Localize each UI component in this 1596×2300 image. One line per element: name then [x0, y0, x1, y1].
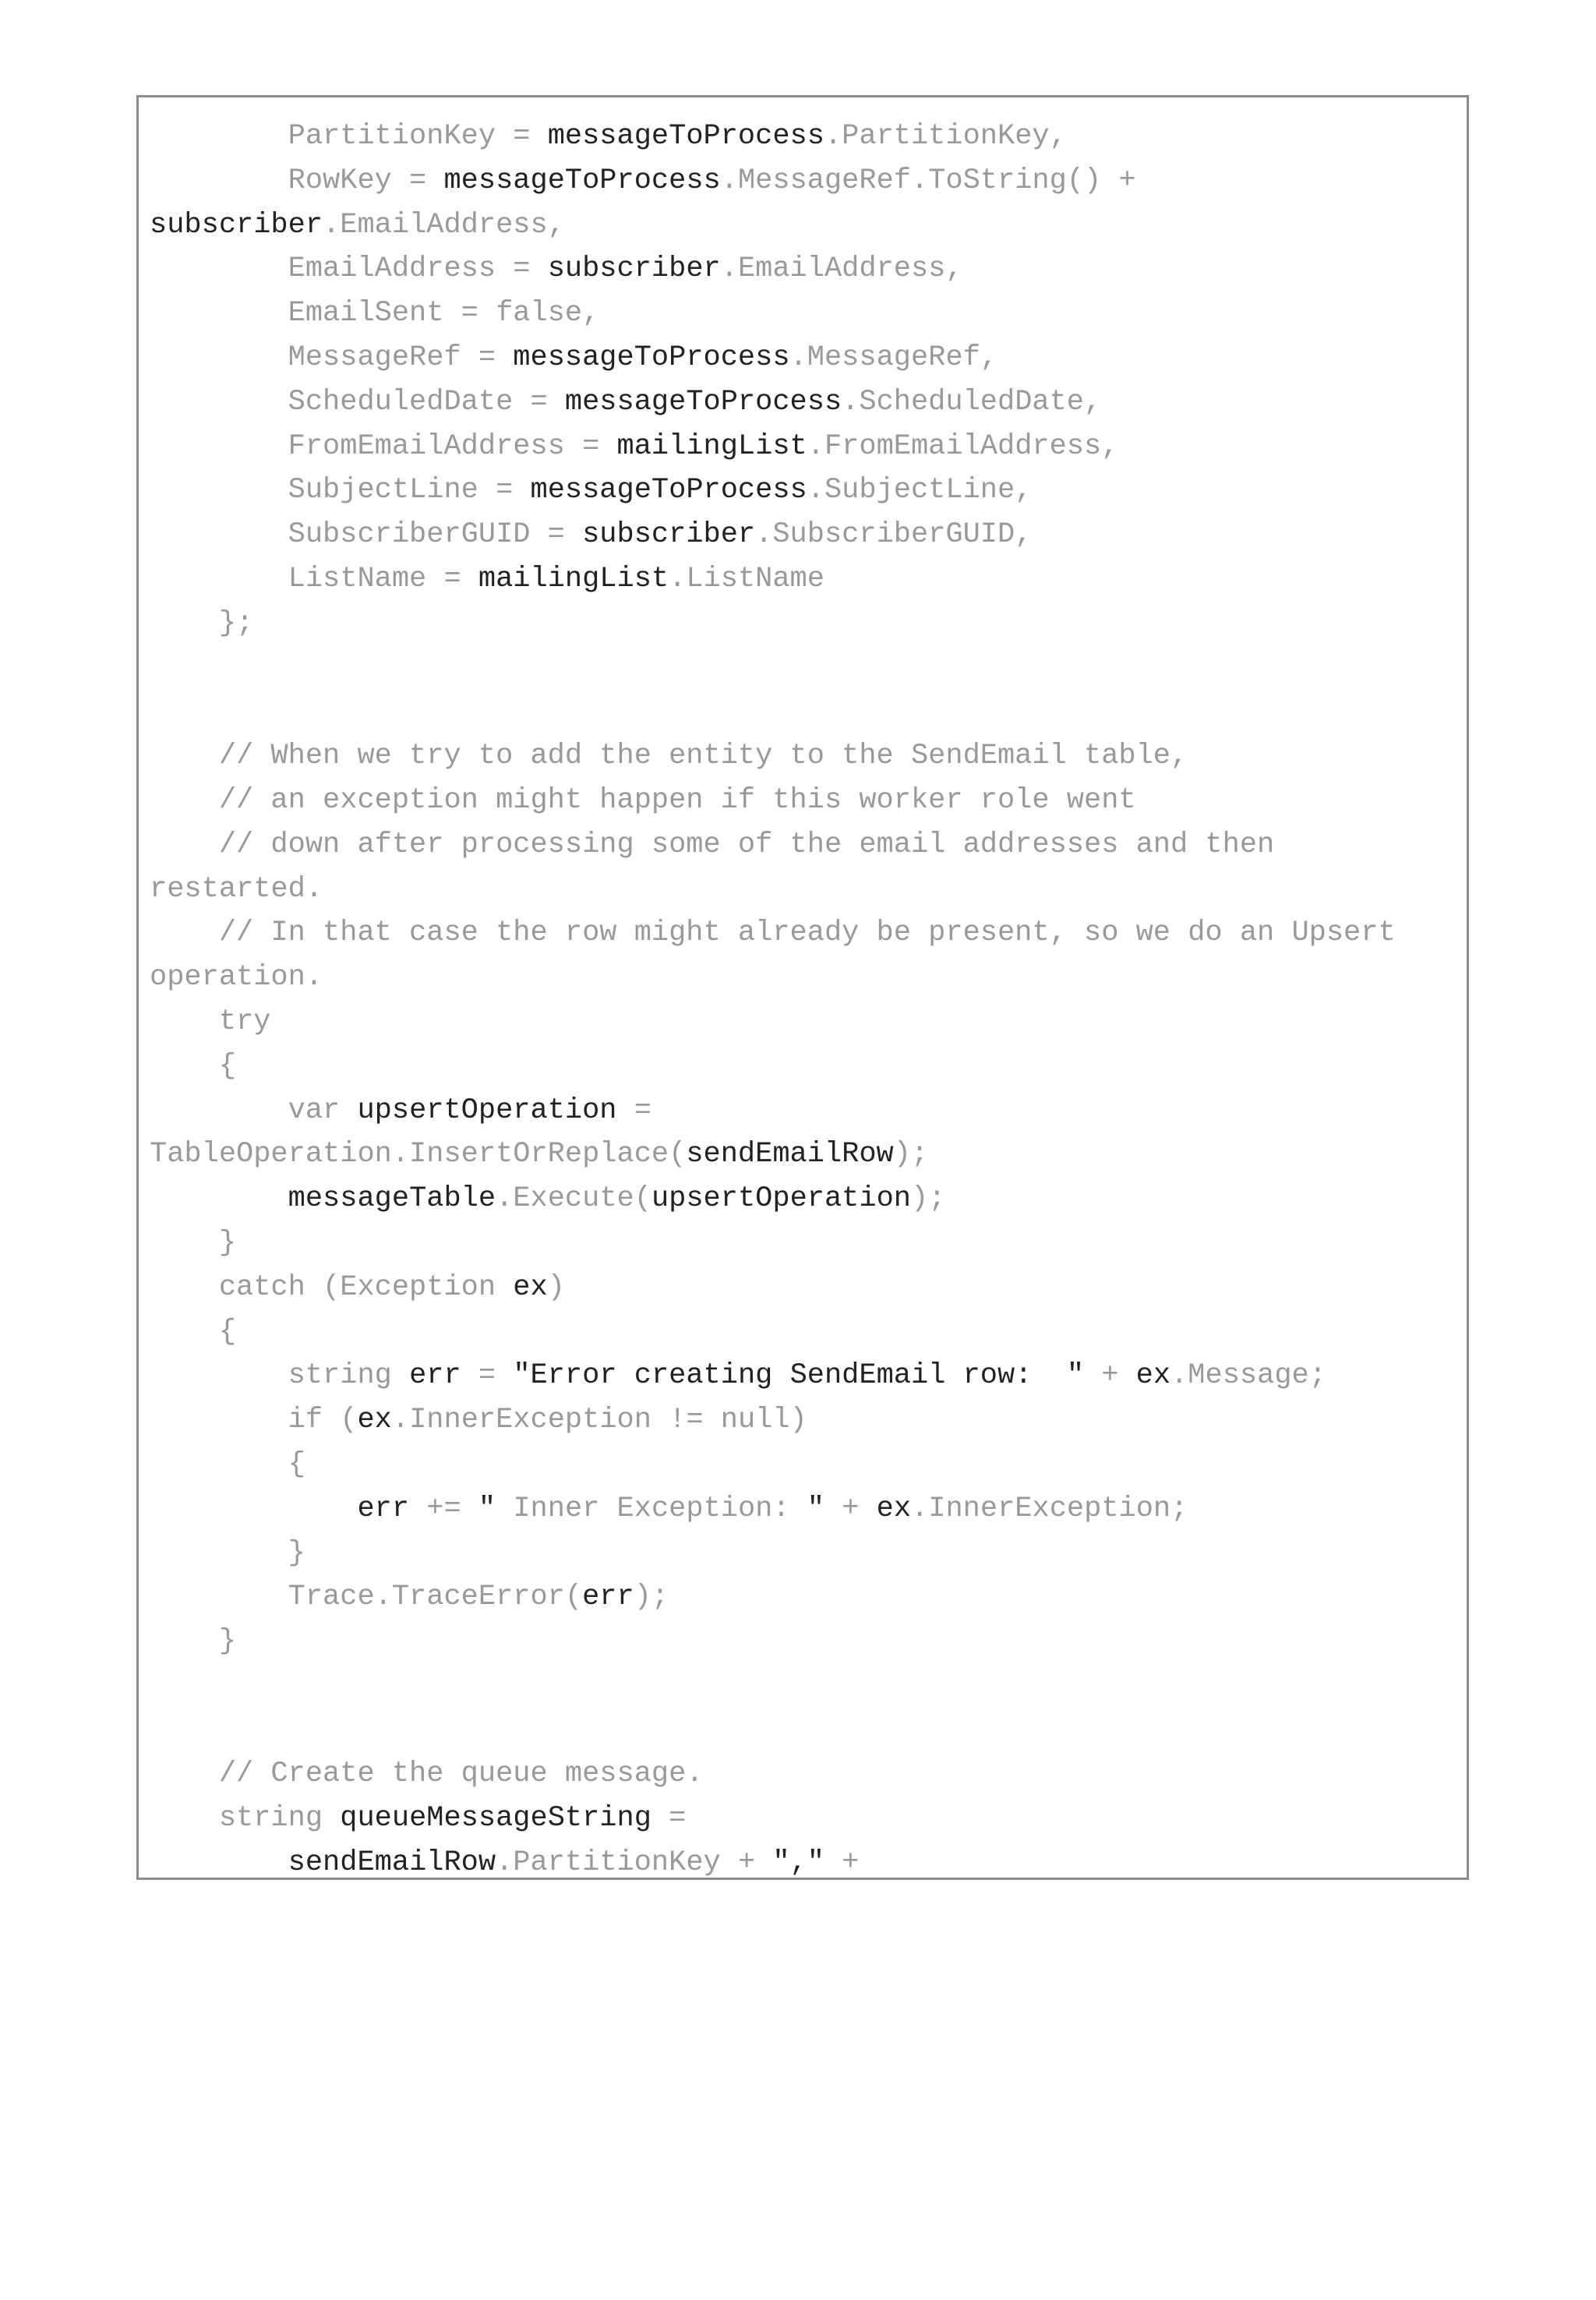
code-identifier: err — [409, 1359, 461, 1393]
code-line — [150, 1443, 1459, 1487]
code-line — [150, 247, 1459, 291]
code-identifier: subscriber — [582, 518, 756, 552]
code-token: + — [824, 1846, 860, 1880]
code-identifier: upsertOperation — [651, 1182, 911, 1216]
code-line — [150, 1841, 1459, 1880]
code-token: TableOperation.InsertOrReplace( — [150, 1138, 687, 1171]
code-token: // down after processing some of the email addresses and then — [150, 828, 1275, 861]
code-line — [150, 690, 1459, 734]
code-line — [150, 425, 1459, 469]
code-token: string — [150, 1802, 341, 1835]
code-token: .InnerException; — [911, 1492, 1188, 1525]
code-identifier: ex — [513, 1270, 548, 1304]
code-token: FromEmailAddress = — [150, 429, 617, 463]
code-line — [150, 646, 1459, 691]
code-identifier: ex — [1135, 1359, 1171, 1393]
code-token: }; — [150, 606, 254, 640]
code-token: EmailSent = false, — [150, 297, 600, 330]
code-line — [150, 779, 1459, 823]
code-token: operation. — [150, 961, 323, 995]
code-token: .ListName — [669, 562, 824, 595]
code-token: MessageRef = — [150, 341, 514, 374]
code-token: } — [150, 1536, 305, 1570]
code-token: ); — [893, 1138, 929, 1171]
code-token: { — [150, 1315, 237, 1348]
code-line — [150, 557, 1459, 602]
code-token: { — [150, 1049, 237, 1083]
code-token: restarted. — [150, 872, 323, 906]
code-line — [150, 1221, 1459, 1266]
code-identifier: err — [582, 1581, 634, 1614]
code-line — [150, 1575, 1459, 1620]
code-token: var — [150, 1093, 358, 1127]
code-token: .Message; — [1171, 1359, 1326, 1393]
code-token: .ScheduledDate, — [842, 385, 1102, 419]
code-token: // an exception might happen if this worker role went — [150, 783, 1136, 817]
code-token: PartitionKey = — [150, 120, 548, 153]
code-identifier: " — [807, 1492, 825, 1525]
code-line — [150, 1000, 1459, 1044]
code-line — [150, 1752, 1459, 1797]
code-token: // Create the queue message. — [150, 1758, 704, 1791]
code-line — [150, 115, 1459, 159]
code-line — [150, 1398, 1459, 1443]
code-token: string — [150, 1359, 410, 1393]
code-identifier: mailingList — [478, 562, 669, 595]
code-token: ListName = — [150, 562, 478, 595]
code-identifier: subscriber — [547, 253, 721, 286]
code-token: ) — [547, 1270, 565, 1304]
code-line — [150, 911, 1459, 956]
code-line — [150, 468, 1459, 513]
code-token: .EmailAddress, — [323, 208, 565, 242]
code-token: .EmailAddress, — [720, 253, 963, 286]
code-line — [150, 867, 1459, 912]
code-line — [150, 1089, 1459, 1133]
code-token: + — [1084, 1359, 1136, 1393]
code-identifier: queueMessageString — [340, 1802, 651, 1835]
code-identifier: messageToProcess — [547, 120, 824, 153]
code-token: SubscriberGUID = — [150, 518, 583, 552]
code-token: .Execute( — [496, 1182, 651, 1216]
code-token: try — [150, 1005, 271, 1038]
code-line — [150, 1044, 1459, 1089]
code-identifier: messageToProcess — [564, 385, 842, 419]
code-token: .FromEmailAddress, — [807, 429, 1119, 463]
code-line — [150, 1132, 1459, 1177]
code-identifier: "Error creating SendEmail row: " — [513, 1359, 1085, 1393]
code-token: } — [150, 1226, 237, 1260]
code-token: = — [461, 1359, 514, 1393]
code-identifier: messageToProcess — [513, 341, 790, 374]
code-line — [150, 1310, 1459, 1355]
code-identifier: " — [478, 1492, 496, 1525]
code-line — [150, 1620, 1459, 1664]
code-token: EmailAddress = — [150, 253, 548, 286]
code-token: catch (Exception — [150, 1270, 514, 1304]
code-token: { — [150, 1447, 305, 1481]
code-token: RowKey = — [150, 164, 444, 197]
code-line — [150, 956, 1459, 1000]
code-line — [150, 734, 1459, 779]
code-token: .SubscriberGUID, — [755, 518, 1033, 552]
code-listing-frame — [136, 95, 1469, 1880]
code-identifier: subscriber — [150, 208, 323, 242]
code-identifier: ex — [357, 1404, 392, 1437]
code-token: ); — [911, 1182, 946, 1216]
code-token: .PartitionKey, — [824, 120, 1067, 153]
code-token: .MessageRef, — [789, 341, 998, 374]
code-token: if ( — [150, 1404, 358, 1437]
code-line — [150, 336, 1459, 380]
code-token: = — [616, 1093, 651, 1127]
code-line — [150, 291, 1459, 336]
code-token: // In that case the row might already be present, so we do an Upsert — [150, 917, 1396, 950]
code-token: ScheduledDate = — [150, 385, 565, 419]
code-identifier: sendEmailRow — [686, 1138, 894, 1171]
code-token: // When we try to add the entity to the SendEmail table, — [150, 740, 1188, 773]
code-identifier: messageTable — [288, 1182, 496, 1216]
code-line — [150, 513, 1459, 557]
code-line — [150, 602, 1459, 646]
code-line — [150, 1532, 1459, 1576]
code-line — [150, 159, 1459, 203]
code-identifier: err — [357, 1492, 410, 1525]
code-line — [150, 1354, 1459, 1398]
code-listing — [150, 115, 1459, 1880]
code-token: + — [824, 1492, 877, 1525]
code-line — [150, 1664, 1459, 1708]
code-line — [150, 203, 1459, 248]
code-token: Inner Exception: — [496, 1492, 807, 1525]
code-token — [150, 1493, 357, 1525]
code-token — [150, 1846, 288, 1879]
code-token — [150, 1182, 288, 1215]
code-identifier: messageToProcess — [443, 164, 721, 197]
code-token: } — [150, 1625, 237, 1659]
code-line — [150, 1708, 1459, 1753]
code-token: Trace.TraceError( — [150, 1581, 583, 1614]
code-identifier: upsertOperation — [357, 1093, 617, 1127]
code-token: SubjectLine = — [150, 474, 531, 507]
code-identifier: messageToProcess — [530, 474, 807, 507]
code-line — [150, 380, 1459, 425]
code-identifier: "," — [772, 1846, 824, 1880]
code-token: = — [651, 1802, 687, 1835]
code-line — [150, 823, 1459, 867]
code-token: .PartitionKey + — [496, 1846, 773, 1880]
code-identifier: sendEmailRow — [288, 1846, 496, 1880]
code-token: .MessageRef.ToString() + — [720, 164, 1136, 197]
code-token: .SubjectLine, — [807, 474, 1033, 507]
code-line — [150, 1487, 1459, 1532]
code-line — [150, 1266, 1459, 1310]
code-line — [150, 1177, 1459, 1221]
code-identifier: ex — [876, 1492, 912, 1525]
code-line — [150, 1797, 1459, 1841]
code-identifier: mailingList — [616, 429, 807, 463]
code-token: .InnerException != null) — [391, 1404, 807, 1437]
code-token: += — [409, 1492, 478, 1525]
code-token: ); — [634, 1581, 669, 1614]
